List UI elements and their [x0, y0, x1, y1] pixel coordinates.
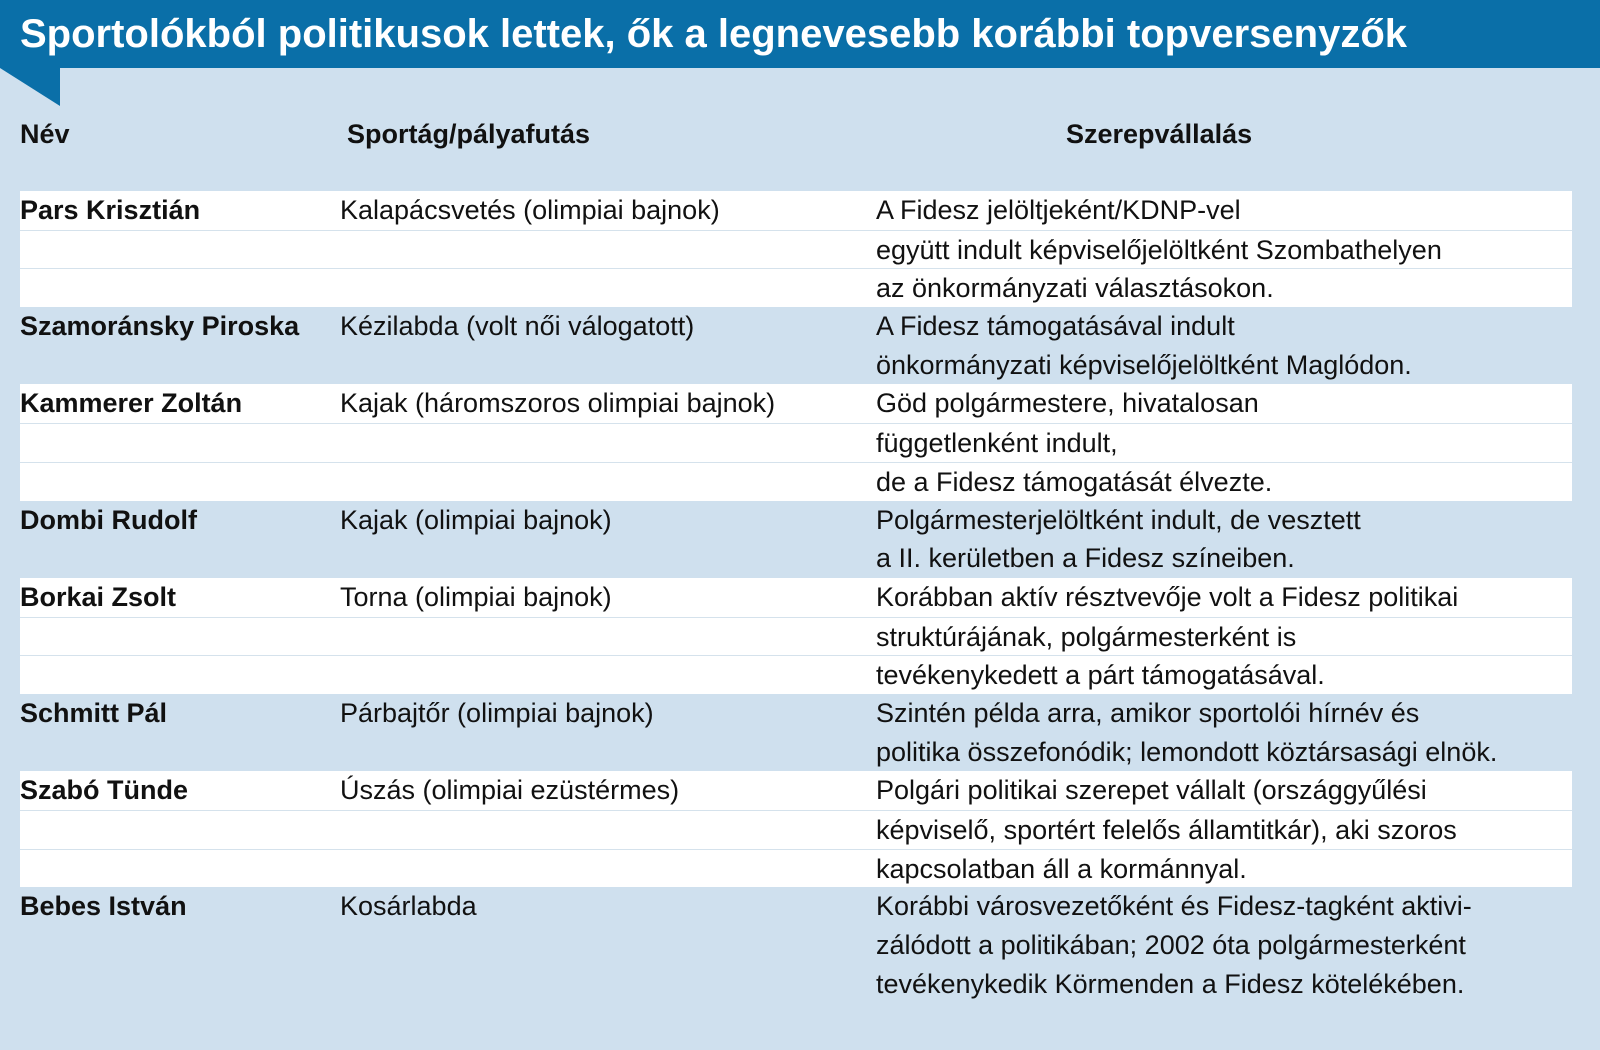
table-row-line [20, 191, 1572, 230]
cell-role-line: Polgármesterjelöltként indult, de vesztett [876, 504, 1361, 535]
table-row-line [20, 307, 1572, 346]
column-header-role: Szerepvállalás [1066, 119, 1253, 149]
table-row-line [20, 268, 1572, 307]
table-row-line [20, 733, 1572, 772]
table-row-line [20, 887, 1572, 926]
cell-role-line: Szintén példa arra, amikor sportolói hírnév és [876, 697, 1420, 728]
table-row-line [20, 965, 1572, 1004]
table-row-line [20, 617, 1572, 656]
cell-role-line: A Fidesz jelöltjeként/KDNP-vel [876, 195, 1241, 225]
cell-name: Kammerer Zoltán [20, 388, 243, 419]
cell-role-line: a II. kerületben a Fidesz színeiben. [876, 543, 1295, 574]
cell-role-line: Polgári politikai szerepet vállalt (országgyűlési [876, 775, 1427, 806]
cell-role-line: kapcsolatban áll a kormánnyal. [876, 853, 1247, 884]
cell-name: Schmitt Pál [20, 697, 168, 728]
table-row-line [20, 346, 1572, 385]
table-row-line [20, 384, 1572, 423]
cell-sport: Torna (olimpiai bajnok) [340, 581, 612, 612]
column-header-name: Név [20, 119, 70, 149]
table-row-line [20, 926, 1572, 965]
cell-role-line: A Fidesz támogatásával indult [876, 311, 1235, 342]
table-row-line [20, 694, 1572, 733]
cell-role-line: függetlenként indult, [876, 428, 1118, 459]
cell-name: Dombi Rudolf [20, 504, 197, 535]
cell-sport: Kajak (olimpiai bajnok) [340, 504, 612, 535]
politicians-table [20, 191, 1572, 1003]
cell-role-line: önkormányzati képviselőjelöltként Maglódon. [876, 349, 1412, 380]
cell-sport: Úszás (olimpiai ezüstérmes) [340, 775, 680, 806]
table-row-line [20, 849, 1572, 888]
cell-role-line: de a Fidesz támogatását élvezte. [876, 466, 1273, 497]
cell-role-line: képviselő, sportért felelős államtitkár), aki szoros [876, 815, 1457, 845]
cell-sport: Párbajtőr (olimpiai bajnok) [340, 697, 654, 728]
table-row-line [20, 423, 1572, 462]
cell-name: Pars Krisztián [20, 195, 201, 225]
table-row [20, 694, 1572, 771]
title-banner [0, 0, 1600, 68]
cell-name: Szamoránsky Piroska [20, 311, 300, 342]
cell-name: Bebes István [20, 891, 187, 922]
cell-role-line: struktúrájának, polgármesterként is [876, 621, 1297, 652]
table-row-line [20, 462, 1572, 501]
table-row [20, 771, 1572, 887]
cell-role-line: zálódott a politikában; 2002 óta polgármesterként [876, 930, 1466, 961]
cell-sport: Kalapácsvetés (olimpiai bajnok) [340, 195, 720, 225]
cell-name: Borkai Zsolt [20, 581, 177, 612]
table-row [20, 384, 1572, 500]
cell-role-line: az önkormányzati választásokon. [876, 273, 1274, 304]
cell-role-line: politika összefonódik; lemondott köztársasági elnök. [876, 736, 1498, 767]
table-row [20, 501, 1572, 578]
cell-sport: Kosárlabda [340, 891, 477, 922]
table-row [20, 578, 1572, 694]
cell-sport: Kajak (háromszoros olimpiai bajnok) [340, 388, 776, 419]
table-row-line [20, 771, 1572, 810]
cell-role-line: tevékenykedett a párt támogatásával. [876, 660, 1325, 691]
column-header-sport: Sportág/pályafutás [347, 119, 591, 149]
cell-role-line: Korábban aktív résztvevője volt a Fidesz politikai [876, 581, 1459, 612]
table-row [20, 191, 1572, 307]
table-row-line [20, 539, 1572, 578]
page-title: Sportolókból politikusok lettek, ők a legnevesebb korábbi topversenyzők [20, 12, 1407, 56]
cell-name: Szabó Tünde [20, 775, 188, 806]
cell-role-line: Göd polgármestere, hivatalosan [876, 388, 1259, 419]
cell-role-line: tevékenykedik Körmenden a Fidesz kötelékében. [876, 968, 1465, 999]
cell-sport: Kézilabda (volt női válogatott) [340, 311, 695, 342]
table-row [20, 307, 1572, 384]
table-row-line [20, 501, 1572, 540]
table-row-line [20, 578, 1572, 617]
table-row [20, 887, 1572, 1003]
cell-role-line: együtt indult képviselőjelöltként Szombathelyen [876, 234, 1442, 265]
table-row-line [20, 655, 1572, 694]
table-row-line [20, 230, 1572, 269]
cell-role-line: Korábbi városvezetőként és Fidesz-tagként aktivi- [876, 891, 1472, 922]
table-row-line [20, 810, 1572, 849]
title-banner-tab [0, 68, 60, 106]
